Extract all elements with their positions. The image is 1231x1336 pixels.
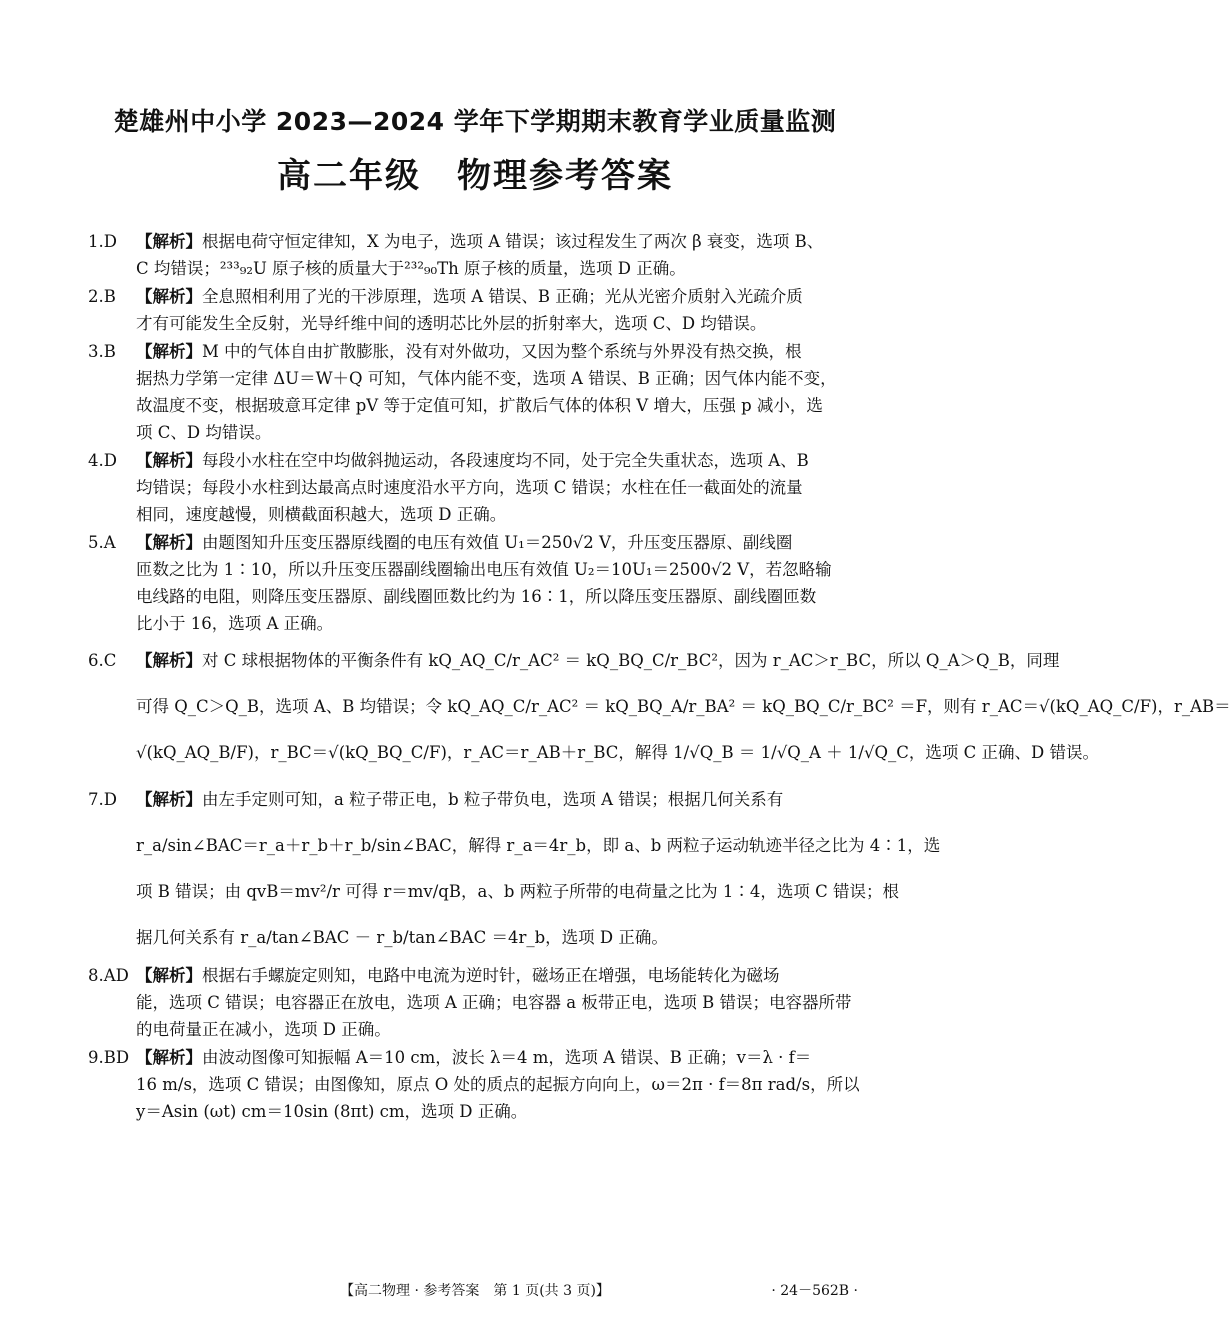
- explanation-line: C 均错误；²³³₉₂U 原子核的质量大于²³²₉₀Th 原子核的质量，选项 D 正确。: [136, 259, 686, 278]
- explanation-line: 均错误；每段小水柱到达最高点时速度沿水平方向，选项 C 错误；水柱在任一截面处的流量: [136, 478, 803, 497]
- answer-explanation: [136, 283, 863, 337]
- explanation-line: [136, 228, 863, 255]
- answer-number: 3.B: [88, 342, 116, 361]
- analysis-tag: 【解析】: [136, 342, 202, 361]
- answer-item: [88, 228, 863, 282]
- explanation-line: 的电荷量正在减小，选项 D 正确。: [136, 1020, 391, 1039]
- explanation-text: 全息照相利用了光的干涉原理，选项 A 错误、B 正确；光从光密介质射入光疏介质: [202, 287, 803, 306]
- analysis-tag: 【解析】: [136, 287, 202, 306]
- explanation-line: [136, 638, 1231, 684]
- explanation-text: 每段小水柱在空中均做斜抛运动，各段速度均不同，处于完全失重状态，选项 A、B: [202, 451, 809, 470]
- explanation-line: 能，选项 C 错误；电容器正在放电，选项 A 正确；电容器 a 板带正电，选项 B 错误；电容器所带: [136, 993, 852, 1012]
- answer-explanation: [136, 529, 863, 637]
- page-subtitle: 高二年级 物理参考答案: [277, 156, 673, 196]
- explanation-line: [136, 283, 863, 310]
- explanation-text: 根据右手螺旋定则知，电路中电流为逆时针，磁场正在增强，电场能转化为磁场: [202, 966, 780, 985]
- explanation-line: 匝数之比为 1∶10，所以升压变压器副线圈输出电压有效值 U₂＝10U₁＝2500√2 V，若忽略输: [136, 560, 832, 579]
- answer-explanation: [136, 1044, 863, 1125]
- analysis-tag: 【解析】: [136, 451, 202, 470]
- answer-item: [88, 638, 1231, 776]
- answer-list: [88, 228, 1231, 1126]
- explanation-line: 故温度不变，根据玻意耳定律 pV 等于定值可知，扩散后气体的体积 V 增大，压强 p 减小，选: [136, 396, 823, 415]
- explanation-line: 据几何关系有 r_a/tan∠BAC － r_b/tan∠BAC ＝4r_b，选项 D 正确。: [136, 928, 668, 947]
- answer-number: 2.B: [88, 287, 116, 306]
- explanation-line: 可得 Q_C＞Q_B，选项 A、B 均错误；令 kQ_AQ_C/r_AC² ＝ kQ_BQ_A/r_BA² ＝ kQ_BQ_C/r_BC² ＝F，则有 r_AC＝√(kQ_AQ_C/F)，r_AB＝: [136, 697, 1231, 716]
- explanation-text: 对 C 球根据物体的平衡条件有 kQ_AQ_C/r_AC² ＝ kQ_BQ_C/r_BC²，因为 r_AC＞r_BC，所以 Q_A＞Q_B，同理: [202, 651, 1060, 670]
- answer-number: 8.AD: [88, 966, 129, 985]
- answer-number: 1.D: [88, 232, 117, 251]
- explanation-line: [136, 529, 863, 556]
- answer-explanation: [136, 338, 863, 446]
- page-footer: [0, 1280, 950, 1302]
- explanation-line: 16 m/s，选项 C 错误；由图像知，原点 O 处的质点的起振方向向上，ω＝2π · f＝8π rad/s，所以: [136, 1075, 860, 1094]
- explanation-line: [136, 1044, 863, 1071]
- answer-item: [88, 529, 863, 637]
- answer-number: 7.D: [88, 790, 117, 809]
- answer-item: [88, 962, 863, 1043]
- analysis-tag: 【解析】: [136, 232, 202, 251]
- explanation-line: [136, 777, 940, 823]
- answer-explanation: [136, 447, 863, 528]
- explanation-line: 项 B 错误；由 qvB＝mv²/r 可得 r＝mv/qB，a、b 两粒子所带的电荷量之比为 1∶4，选项 C 错误；根: [136, 882, 899, 901]
- answer-item: [88, 338, 863, 446]
- answer-explanation: [136, 777, 940, 961]
- explanation-line: 比小于 16，选项 A 正确。: [136, 614, 334, 633]
- explanation-text: 由波动图像可知振幅 A＝10 cm，波长 λ＝4 m，选项 A 错误、B 正确；v＝λ · f＝: [202, 1048, 812, 1067]
- answer-number: 6.C: [88, 651, 117, 670]
- explanation-text: M 中的气体自由扩散膨胀，没有对外做功，又因为整个系统与外界没有热交换，根: [202, 342, 802, 361]
- explanation-line: [136, 962, 863, 989]
- explanation-line: r_a/sin∠BAC＝r_a＋r_b＋r_b/sin∠BAC，解得 r_a＝4r_b，即 a、b 两粒子运动轨迹半径之比为 4∶1，选: [136, 836, 941, 855]
- explanation-line: √(kQ_AQ_B/F)，r_BC＝√(kQ_BQ_C/F)，r_AC＝r_AB＋r_BC，解得 1/√Q_B ＝ 1/√Q_A ＋ 1/√Q_C，选项 C 正确、D 错误。: [136, 743, 1099, 762]
- answer-number: 5.A: [88, 533, 116, 552]
- explanation-text: 由题图知升压变压器原线圈的电压有效值 U₁＝250√2 V，升压变压器原、副线圈: [202, 533, 793, 552]
- explanation-line: y＝Asin (ωt) cm＝10sin (8πt) cm，选项 D 正确。: [136, 1102, 528, 1121]
- explanation-line: 相同，速度越慢，则横截面积越大，选项 D 正确。: [136, 505, 507, 524]
- explanation-line: 项 C、D 均错误。: [136, 423, 272, 442]
- explanation-text: 根据电荷守恒定律知，X 为电子，选项 A 错误；该过程发生了两次 β 衰变，选项 B、: [202, 232, 824, 251]
- answer-item: [88, 447, 863, 528]
- explanation-line: [136, 447, 863, 474]
- explanation-line: [136, 338, 863, 365]
- explanation-line: 据热力学第一定律 ΔU＝W＋Q 可知，气体内能不变，选项 A 错误、B 正确；因气体内能不变，: [136, 369, 837, 388]
- footer-page-info: 【高二物理 · 参考答案 第 1 页(共 3 页)】: [340, 1283, 610, 1299]
- analysis-tag: 【解析】: [136, 651, 202, 670]
- answer-number: 9.BD: [88, 1048, 130, 1067]
- analysis-tag: 【解析】: [136, 533, 202, 552]
- answer-explanation: [136, 228, 863, 282]
- explanation-text: 由左手定则可知，a 粒子带正电，b 粒子带负电，选项 A 错误；根据几何关系有: [202, 790, 784, 809]
- analysis-tag: 【解析】: [136, 790, 202, 809]
- explanation-line: 才有可能发生全反射，光导纤维中间的透明芯比外层的折射率大，选项 C、D 均错误。: [136, 314, 767, 333]
- answer-explanation: [136, 638, 1231, 776]
- page-title: 楚雄州中小学 2023—2024 学年下学期期末教育学业质量监测: [113, 107, 837, 136]
- answer-item: [88, 777, 941, 961]
- answer-number: 4.D: [88, 451, 117, 470]
- explanation-line: 电线路的电阻，则降压变压器原、副线圈匝数比约为 16∶1，所以降压变压器原、副线圈匝数: [136, 587, 817, 606]
- answer-item: [88, 283, 863, 337]
- analysis-tag: 【解析】: [136, 1048, 202, 1067]
- analysis-tag: 【解析】: [136, 966, 202, 985]
- footer-code: · 24－562B ·: [771, 1283, 858, 1299]
- answer-explanation: [136, 962, 863, 1043]
- answer-item: [88, 1044, 863, 1125]
